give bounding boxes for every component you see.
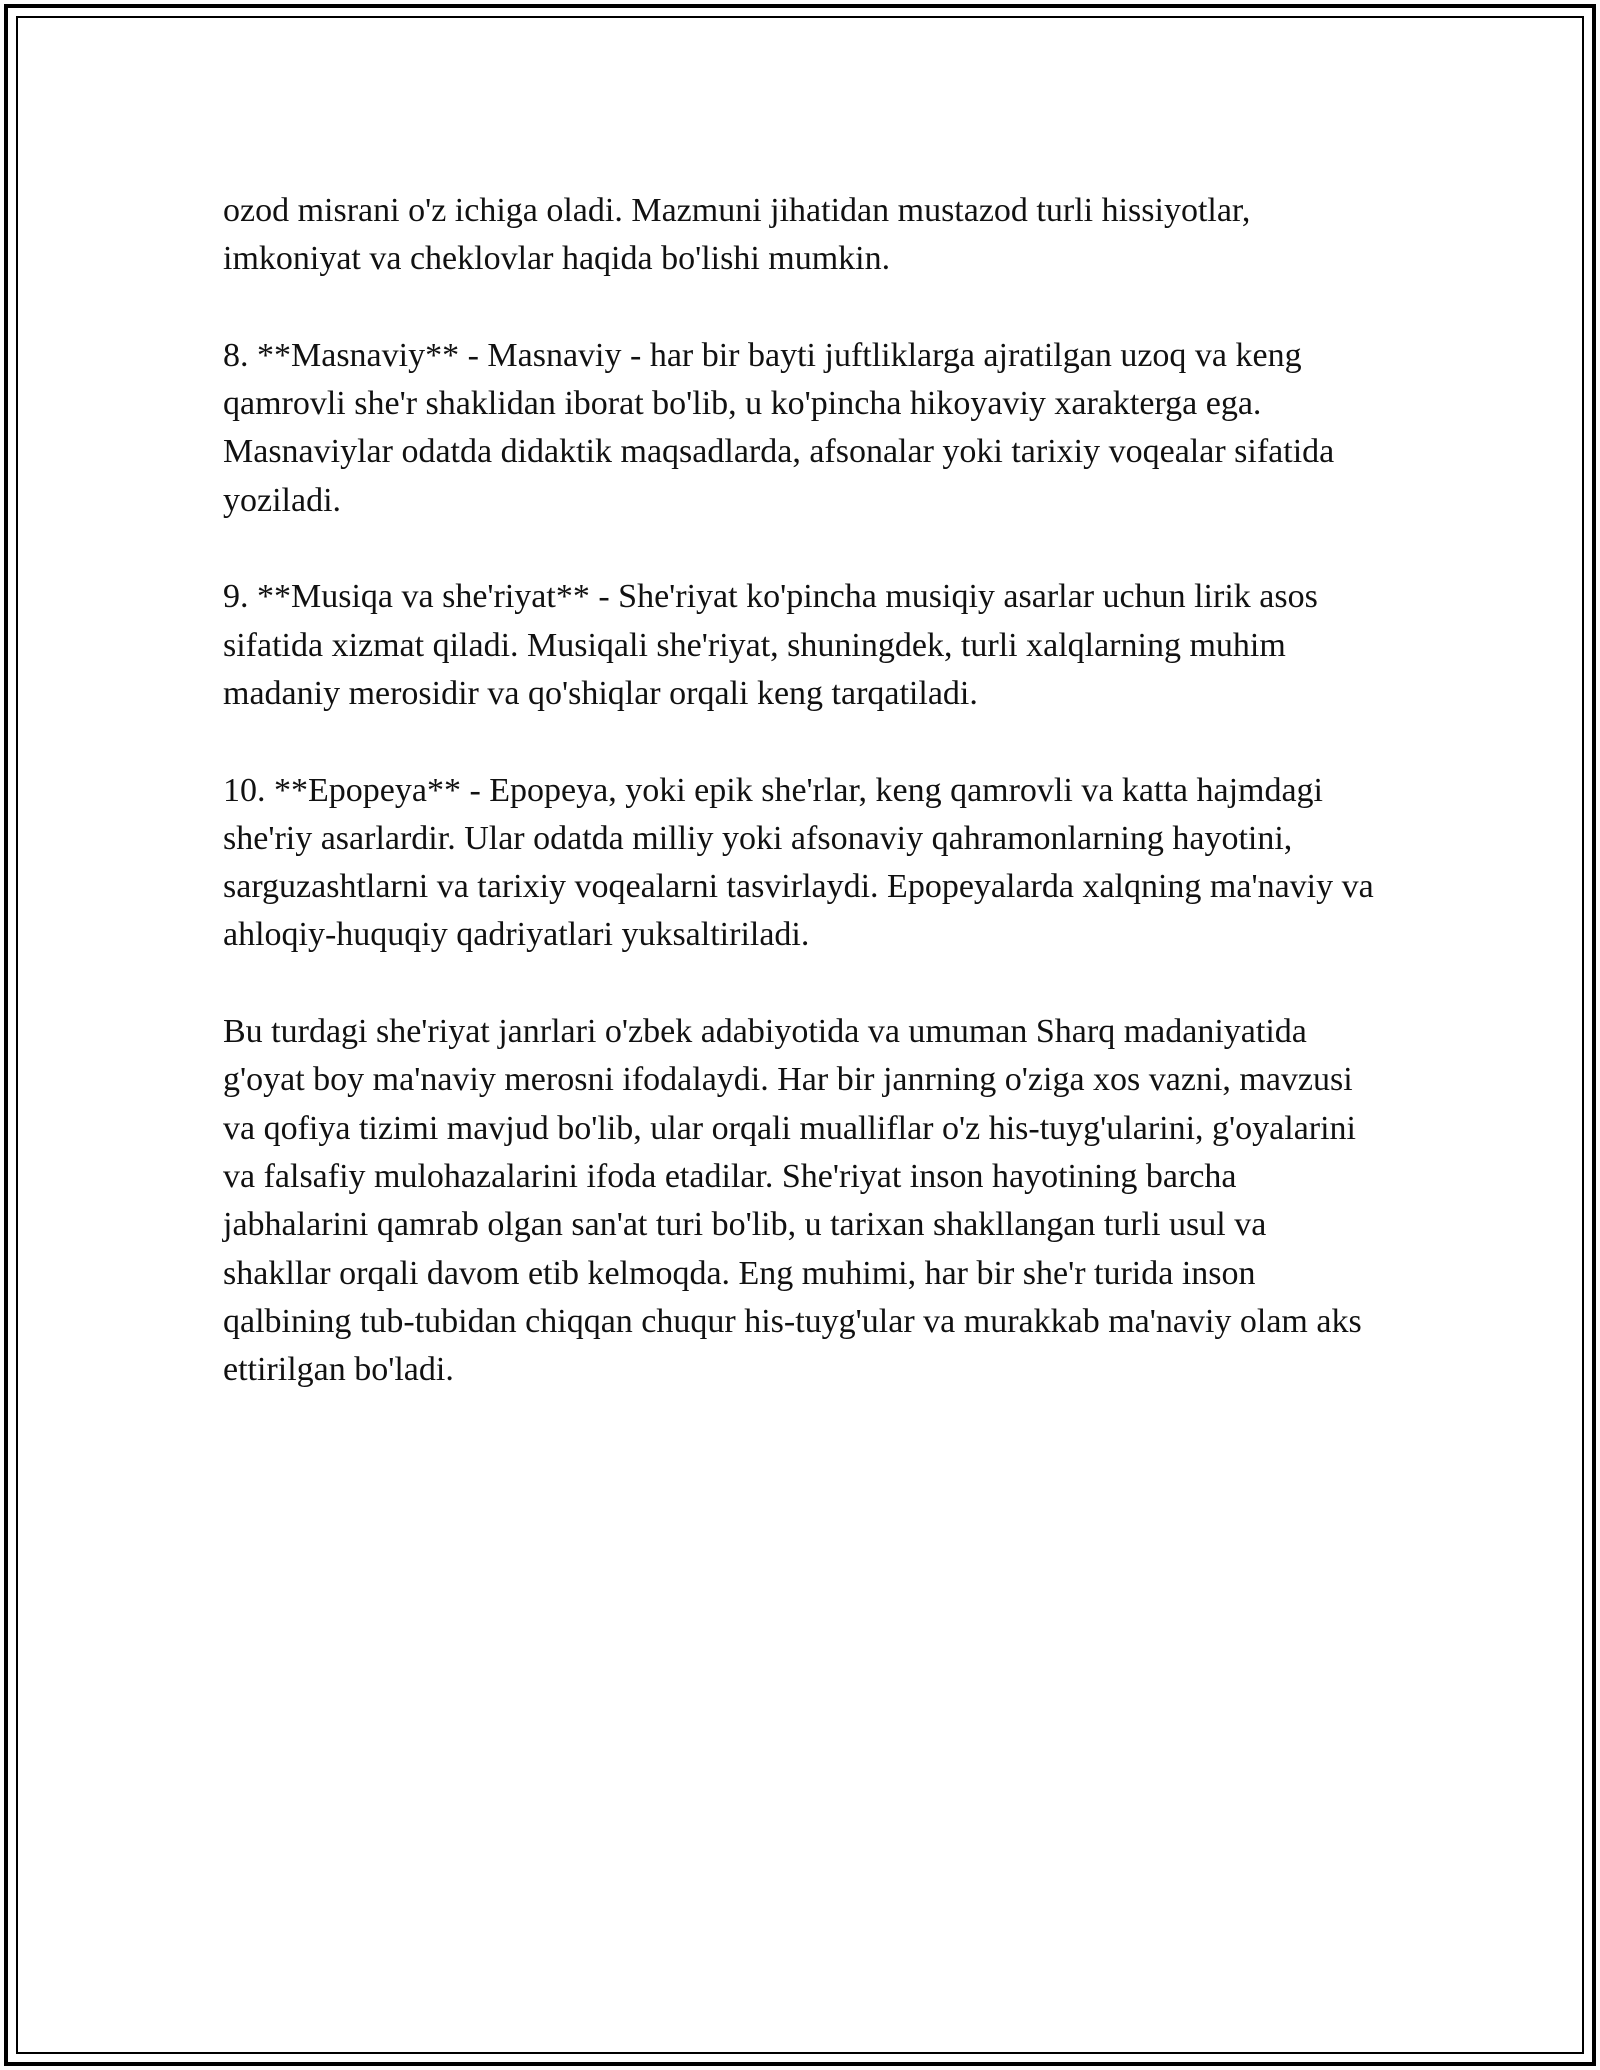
paragraph-conclusion: Bu turdagi she'riyat janrlari o'zbek adabiyotida va umuman Sharq madaniyatida g'oyat boy ma'naviy merosni ifodalaydi. Har bir janrning o'ziga xos vazni, mavzusi va qofiya tizimi mavjud bo'lib, ular orqali mualliflar o'z his-tuyg'ularini, g'oyalarini va falsafiy mulohazalarini ifoda etadilar. She'riyat inson hayotining barcha jabhalarini qamrab olgan san'at turi bo'lib, u tarixan shakllangan turli usul va shakllar orqali davom etib kelmoqda. Eng muhimi, har bir she'r turida inson qalbining tub-tubidan chiqqan chuqur his-tuyg'ular va murakkab ma'naviy olam aks ettirilgan bo'ladi.: [223, 1013, 1362, 1389]
paragraph-mustazod-continuation: ozod misrani o'z ichiga oladi. Mazmuni jihatidan mustazod turli hissiyotlar, imkoniyat va cheklovlar haqida bo'lishi mumkin.: [223, 192, 1251, 278]
paragraph-masnaviy: 8. **Masnaviy** - Masnaviy - har bir bayti juftliklarga ajratilgan uzoq va keng qamrovli she'r shaklidan iborat bo'lib, u ko'pincha hikoyaviy xarakterga ega. Masnaviylar odatda didaktik maqsadlarda, afsonalar yoki tarixiy voqealar sifatida yoziladi.: [223, 336, 1335, 519]
document-body: [223, 187, 1378, 1394]
paragraph-musiqa-va-sheriyat: 9. **Musiqa va she'riyat** - She'riyat ko'pincha musiqiy asarlar uchun lirik asos sifatida xizmat qiladi. Musiqali she'riyat, shuningdek, turli xalqlarning muhim madaniy merosidir va qo'shiqlar orqali keng tarqatiladi.: [223, 578, 1318, 712]
paragraph-epopeya: 10. **Epopeya** - Epopeya, yoki epik she'rlar, keng qamrovli va katta hajmdagi she'riy asarlardir. Ular odatda milliy yoki afsonaviy qahramonlarning hayotini, sarguzashtlarni va tarixiy voqealarni tasvirlaydi. Epopeyalarda xalqning ma'naviy va ahloqiy-huquqiy qadriyatlari yuksaltiriladi.: [223, 771, 1374, 954]
